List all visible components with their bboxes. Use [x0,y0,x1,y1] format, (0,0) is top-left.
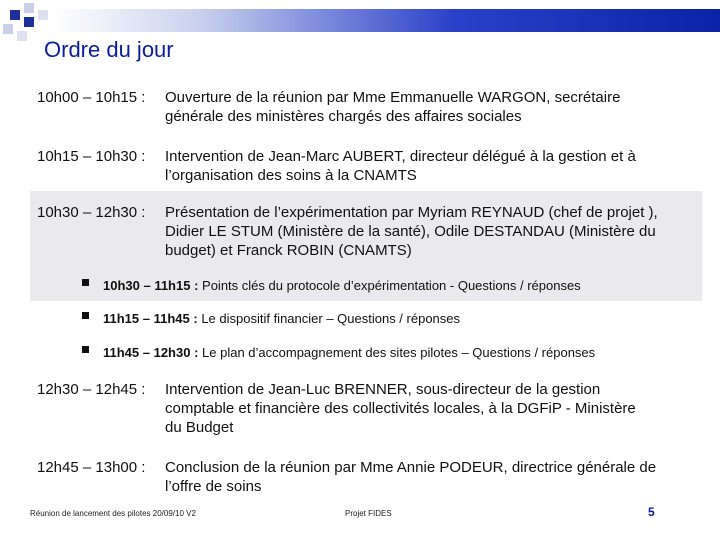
agenda-desc-line: Ouverture de la réunion par Mme Emmanuelle WARGON, secrétaire [165,89,621,106]
sub-agenda-text [103,345,595,361]
sub-agenda-time: 11h45 – 12h30 : [103,345,199,360]
bullet-square-icon [82,279,89,286]
deco-square [38,10,48,20]
agenda-desc-line: Conclusion de la réunion par Mme Annie PODEUR, directrice générale de [165,459,657,476]
agenda-desc [165,88,685,126]
agenda-desc-line: Présentation de l’expérimentation par Myriam REYNAUD (chef de projet ), [165,204,658,221]
footer-center: Projet FIDES [345,509,392,518]
agenda-desc-line: Didier LE STUM (Ministère de la santé), Odile DESTANDAU (Ministère du [165,223,656,240]
agenda-desc [165,203,705,260]
sub-agenda-text [103,311,460,327]
header-gradient-bar [55,9,720,32]
agenda-desc [165,147,695,185]
agenda-desc-line: comptable et financière des collectivités locales, à la DGFiP - Ministère [165,400,636,417]
sub-agenda-desc: Le plan d’accompagnement des sites pilotes – Questions / réponses [202,345,596,360]
sub-agenda-time: 11h15 – 11h45 : [103,311,198,326]
page-number: 5 [648,505,655,519]
footer-left: Réunion de lancement des pilotes 20/09/10 V2 [30,509,196,518]
bullet-square-icon [82,346,89,353]
agenda-time: 10h30 – 12h30 : [37,204,146,221]
agenda-desc-line: l’organisation des soins à la CNAMTS [165,167,417,184]
agenda-time: 12h30 – 12h45 : [37,381,146,398]
agenda-desc [165,380,695,437]
deco-square [24,17,34,27]
agenda-time: 12h45 – 13h00 : [37,459,146,476]
sub-agenda-desc: Le dispositif financier – Questions / réponses [201,311,461,326]
sub-agenda-time: 10h30 – 11h15 : [103,278,199,293]
deco-square [10,10,20,20]
agenda-time: 10h15 – 10h30 : [37,148,146,165]
deco-square [24,3,34,13]
agenda-desc-line: Intervention de Jean-Marc AUBERT, directeur délégué à la gestion et à [165,148,636,165]
sub-agenda-text [103,278,581,294]
page-title: Ordre du jour [44,37,174,62]
agenda-time: 10h00 – 10h15 : [37,89,146,106]
agenda-desc-line: budget) et Franck ROBIN (CNAMTS) [165,242,412,259]
deco-square [17,31,27,41]
deco-square [3,24,13,34]
bullet-square-icon [82,312,89,319]
agenda-desc-line: générale des ministères chargés des affaires sociales [165,108,522,125]
agenda-desc [165,458,705,496]
agenda-desc-line: l’offre de soins [165,478,262,495]
sub-agenda-desc: Points clés du protocole d’expérimentation - Questions / réponses [202,278,581,293]
agenda-desc-line: du Budget [165,419,234,436]
agenda-desc-line: Intervention de Jean-Luc BRENNER, sous-directeur de la gestion [165,381,601,398]
